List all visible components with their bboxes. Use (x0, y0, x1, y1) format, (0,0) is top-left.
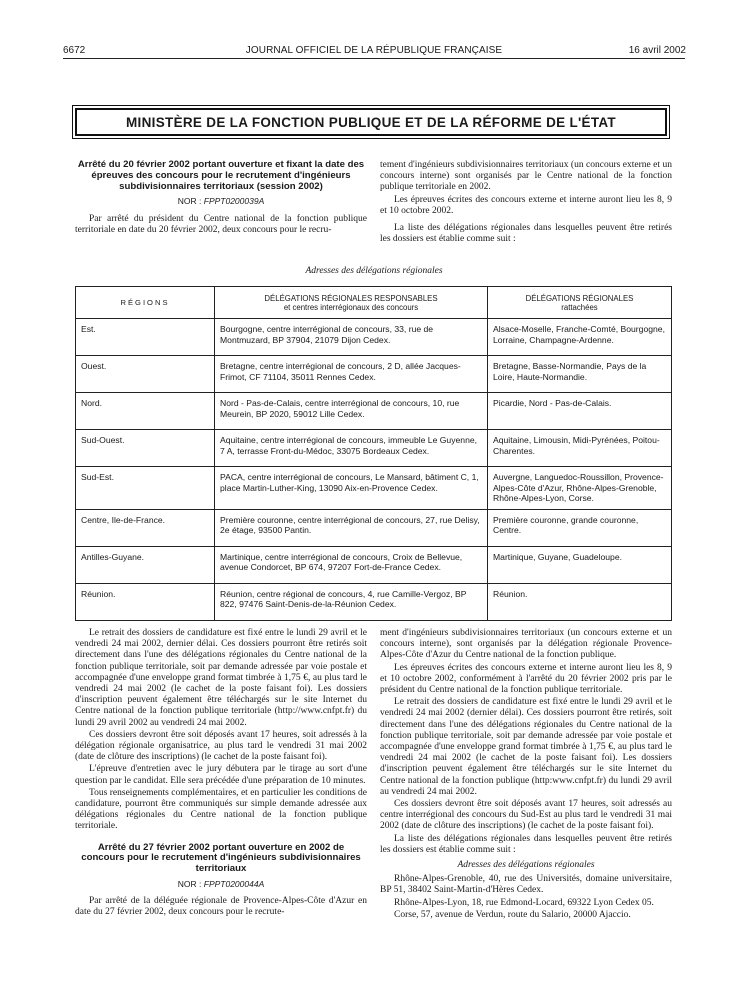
region-cell: Réunion. (76, 583, 215, 620)
responsible-cell: Bretagne, centre interrégional de concours, 2 D, allée Jacques-Frimot, CF 71104, 35011 Rennes Cedex. (215, 356, 488, 393)
table-row (76, 356, 672, 393)
table-row (76, 319, 672, 356)
region-cell: Antilles-Guyane. (76, 546, 215, 583)
nor-label: NOR : (177, 879, 204, 890)
address-grenoble: Rhône-Alpes-Grenoble, 40, rue des Universités, domaine universitaire, BP 51, 38402 Saint-Martin-d'Hères Cedex. (380, 874, 672, 896)
ministry-box (75, 108, 667, 136)
column-2 (380, 160, 672, 245)
table-row (76, 583, 672, 620)
arrete-1-nor (75, 196, 367, 207)
col3-paragraph-1: Le retrait des dossiers de candidature est fixé entre le lundi 29 avril et le vendredi 24 mai 2002, dernier délai. Ces dossiers pourront être retirés soit directement dans l'une des délégations régionales du Centre national de la fonction publique territoriale, soit par demande adressée par voie postale et accompagnée d'une enveloppe grand format timbrée à 1,75 €, au plus tard le vendredi 24 mai 2002 (le cachet de la poste faisant foi). Les dossiers d'inscription peuvent également être téléchargés sur le site Internet du Centre national de la fonction publique territoriale (http://www.cnfpt.fr) du lundi 29 avril 2002 au vendredi 24 mai 2002. (75, 628, 367, 728)
region-cell: Sud-Est. (76, 467, 215, 510)
attached-cell: Réunion. (488, 583, 672, 620)
table-row (76, 546, 672, 583)
address-corse: Corse, 57, avenue de Verdun, route du Salario, 20000 Ajaccio. (394, 909, 631, 920)
column-4 (380, 628, 672, 921)
col3-paragraph-4: Tous renseignements complémentaires, et en particulier les conditions de candidature, pourront être communiqués sur simple demande adressée aux délégations régionales du Centre national de la fonction publique territoriale. (75, 787, 367, 832)
arrete-2-title: Arrêté du 27 février 2002 portant ouverture en 2002 de concours pour le recrutement d'ingénieurs subdivisionnaires territoriaux (81, 841, 361, 875)
col4-paragraph-4: Ces dossiers devront être soit déposés avant 17 heures, soit adressés au centre interrégional des concours du Sud-Est au plus tard le vendredi 31 mai 2002 (date de clôture des inscriptions) (le cachet de la poste faisant foi). (380, 799, 672, 832)
col4-paragraph-5: La liste des délégations régionales dans lesquelles peuvent être retirés les dossiers est établie comme suit : (380, 833, 672, 855)
journal-title: JOURNAL OFFICIEL DE LA RÉPUBLIQUE FRANÇAISE (245, 45, 503, 56)
addresses-heading: Adresses des délégations régionales (457, 860, 595, 871)
arrete-1-paragraph-2: Les épreuves écrites des concours externe et interne auront lieu les 8, 9 et 10 octobre 2002. (380, 194, 672, 216)
table-row (76, 467, 672, 510)
region-cell: Ouest. (76, 356, 215, 393)
header-rule (63, 58, 685, 59)
table-row (76, 509, 672, 546)
attached-cell: Bretagne, Basse-Normandie, Pays de la Loire, Haute-Normandie. (488, 356, 672, 393)
responsible-cell: PACA, centre interrégional de concours, Le Mansard, bâtiment C, 1, place Martin-Luther-King, 13090 Aix-en-Provence Cedex. (215, 467, 488, 510)
col3-paragraph-2: Ces dossiers devront être soit déposés avant 17 heures, soit adressés à la délégation régionale organisatrice, au plus tard le vendredi 31 mai 2002 (date de clôture des inscriptions) (le cachet de la poste faisant foi). (75, 729, 367, 763)
responsible-cell: Première couronne, centre interrégional de concours, 27, rue Delisy, 2e étage, 93500 Pantin. (215, 509, 488, 546)
responsible-cell: Réunion, centre régional de concours, 4, rue Camille-Vergoz, BP 822, 97476 Saint-Denis-de-la-Réunion Cedex. (215, 583, 488, 620)
arrete-1-paragraph-1-continued: tement d'ingénieurs subdivisionnaires territoriaux (un concours externe et un concours interne) sont organisés par le Centre national de la fonction publique territoriale en 2002. (380, 160, 672, 193)
header-regions: RÉGIONS (76, 287, 215, 319)
address-lyon: Rhône-Alpes-Lyon, 18, rue Edmond-Locard, 69322 Lyon Cedex 05. (394, 897, 654, 908)
attached-cell: Auvergne, Languedoc-Roussillon, Provence-Alpes-Côte d'Azur, Rhône-Alpes-Grenoble, Rhône-Alpes-Lyon, Corse. (488, 467, 672, 510)
nor-code: FPPT0200044A (203, 879, 265, 890)
arrete-2-paragraph-1: Par arrêté de la déléguée régionale de Provence-Alpes-Côte d'Azur en date du 27 février 2002, deux concours pour le recrute- (75, 896, 367, 918)
region-cell: Nord. (76, 393, 215, 430)
table-row (76, 393, 672, 430)
attached-cell: Alsace-Moselle, Franche-Comté, Bourgogne, Lorraine, Champagne-Ardenne. (488, 319, 672, 356)
arrete-2-nor (75, 879, 367, 890)
ministry-title: MINISTÈRE DE LA FONCTION PUBLIQUE ET DE LA RÉFORME DE L'ÉTAT (126, 114, 616, 130)
table-row (76, 430, 672, 467)
column-1 (75, 160, 367, 236)
responsible-cell: Nord - Pas-de-Calais, centre interrégional de concours, 10, rue Meurein, BP 2020, 59012 Lille Cedex. (215, 393, 488, 430)
table-caption: Adresses des délégations régionales (305, 266, 443, 276)
header-responsible: DÉLÉGATIONS RÉGIONALES RESPONSABLES et centres interrégionaux des concours (215, 287, 488, 319)
page-number: 6672 (63, 45, 86, 56)
nor-label: NOR : (177, 196, 204, 207)
column-3 (75, 628, 367, 919)
arrete-1-title: Arrêté du 20 février 2002 portant ouverture et fixant la date des épreuves des concours pour le recrutement d'ingénieurs subdivisionnaires territoriaux (session 2002) (77, 159, 365, 192)
attached-cell: Aquitaine, Limousin, Midi-Pyrénées, Poitou-Charentes. (488, 430, 672, 467)
header-attached: DÉLÉGATIONS RÉGIONALES rattachées (488, 287, 672, 319)
issue-date: 16 avril 2002 (628, 45, 686, 56)
nor-code: FPPT0200039A (203, 196, 265, 207)
arrete-1-paragraph-1: Par arrêté du président du Centre national de la fonction publique territoriale en date du 20 février 2002, deux concours pour le recru- (75, 213, 367, 235)
delegations-table (75, 286, 672, 621)
attached-cell: Picardie, Nord - Pas-de-Calais. (488, 393, 672, 430)
region-cell: Centre, Ile-de-France. (76, 509, 215, 546)
col4-paragraph-3: Le retrait des dossiers de candidature est fixé entre le lundi 29 avril et le vendredi 24 mai 2002 (dernier délai). Ces dossiers pourront être retirés, soit directement dans l'une des délégations régionales du Centre national de la fonction publique territoriale, soit par demande adressée par voie postale et accompagnée d'une enveloppe grand format timbrée à 1,75 €, au plus tard le vendredi 24 mai 2002 (le cachet de la poste faisant foi). Les dossiers d'inscription peuvent également être téléchargés sur le site Internet du Centre national de la fonction publique (http:www.cnfpt.fr) du lundi 29 avril au vendredi 24 mai 2002. (380, 697, 672, 797)
responsible-cell: Martinique, centre interrégional de concours, Croix de Bellevue, avenue Condorcet, BP 674, 97207 Fort-de-France Cedex. (215, 546, 488, 583)
table-header-row (76, 287, 672, 319)
attached-cell: Martinique, Guyane, Guadeloupe. (488, 546, 672, 583)
col4-paragraph-1: ment d'ingénieurs subdivisionnaires territoriaux (un concours externe et un concours interne), sont organisés par la délégation régionale Provence-Alpes-Côte d'Azur du Centre national de la fonction publique. (380, 628, 672, 661)
region-cell: Est. (76, 319, 215, 356)
col4-paragraph-2: Les épreuves écrites des concours externe et interne auront lieu les 8, 9 et 10 octobre 2002, conformément à l'arrêté du 20 février 2002 pris par le président du Centre national de la fonction publique territoriale. (380, 662, 672, 696)
responsible-cell: Aquitaine, centre interrégional de concours, immeuble Le Guyenne, 7 A, terrasse Front-du-Médoc, 33075 Bordeaux Cedex. (215, 430, 488, 467)
col3-paragraph-3: L'épreuve d'entretien avec le jury débutera par le tirage au sort d'une question par le candidat. Elle sera précédée d'une préparation de 10 minutes. (75, 764, 367, 786)
attached-cell: Première couronne, grande couronne, Centre. (488, 509, 672, 546)
arrete-1-paragraph-3: La liste des délégations régionales dans lesquelles peuvent être retirés les dossiers est établie comme suit : (380, 223, 672, 245)
region-cell: Sud-Ouest. (76, 430, 215, 467)
responsible-cell: Bourgogne, centre interrégional de concours, 33, rue de Montmuzard, BP 37904, 21079 Dijon Cedex. (215, 319, 488, 356)
